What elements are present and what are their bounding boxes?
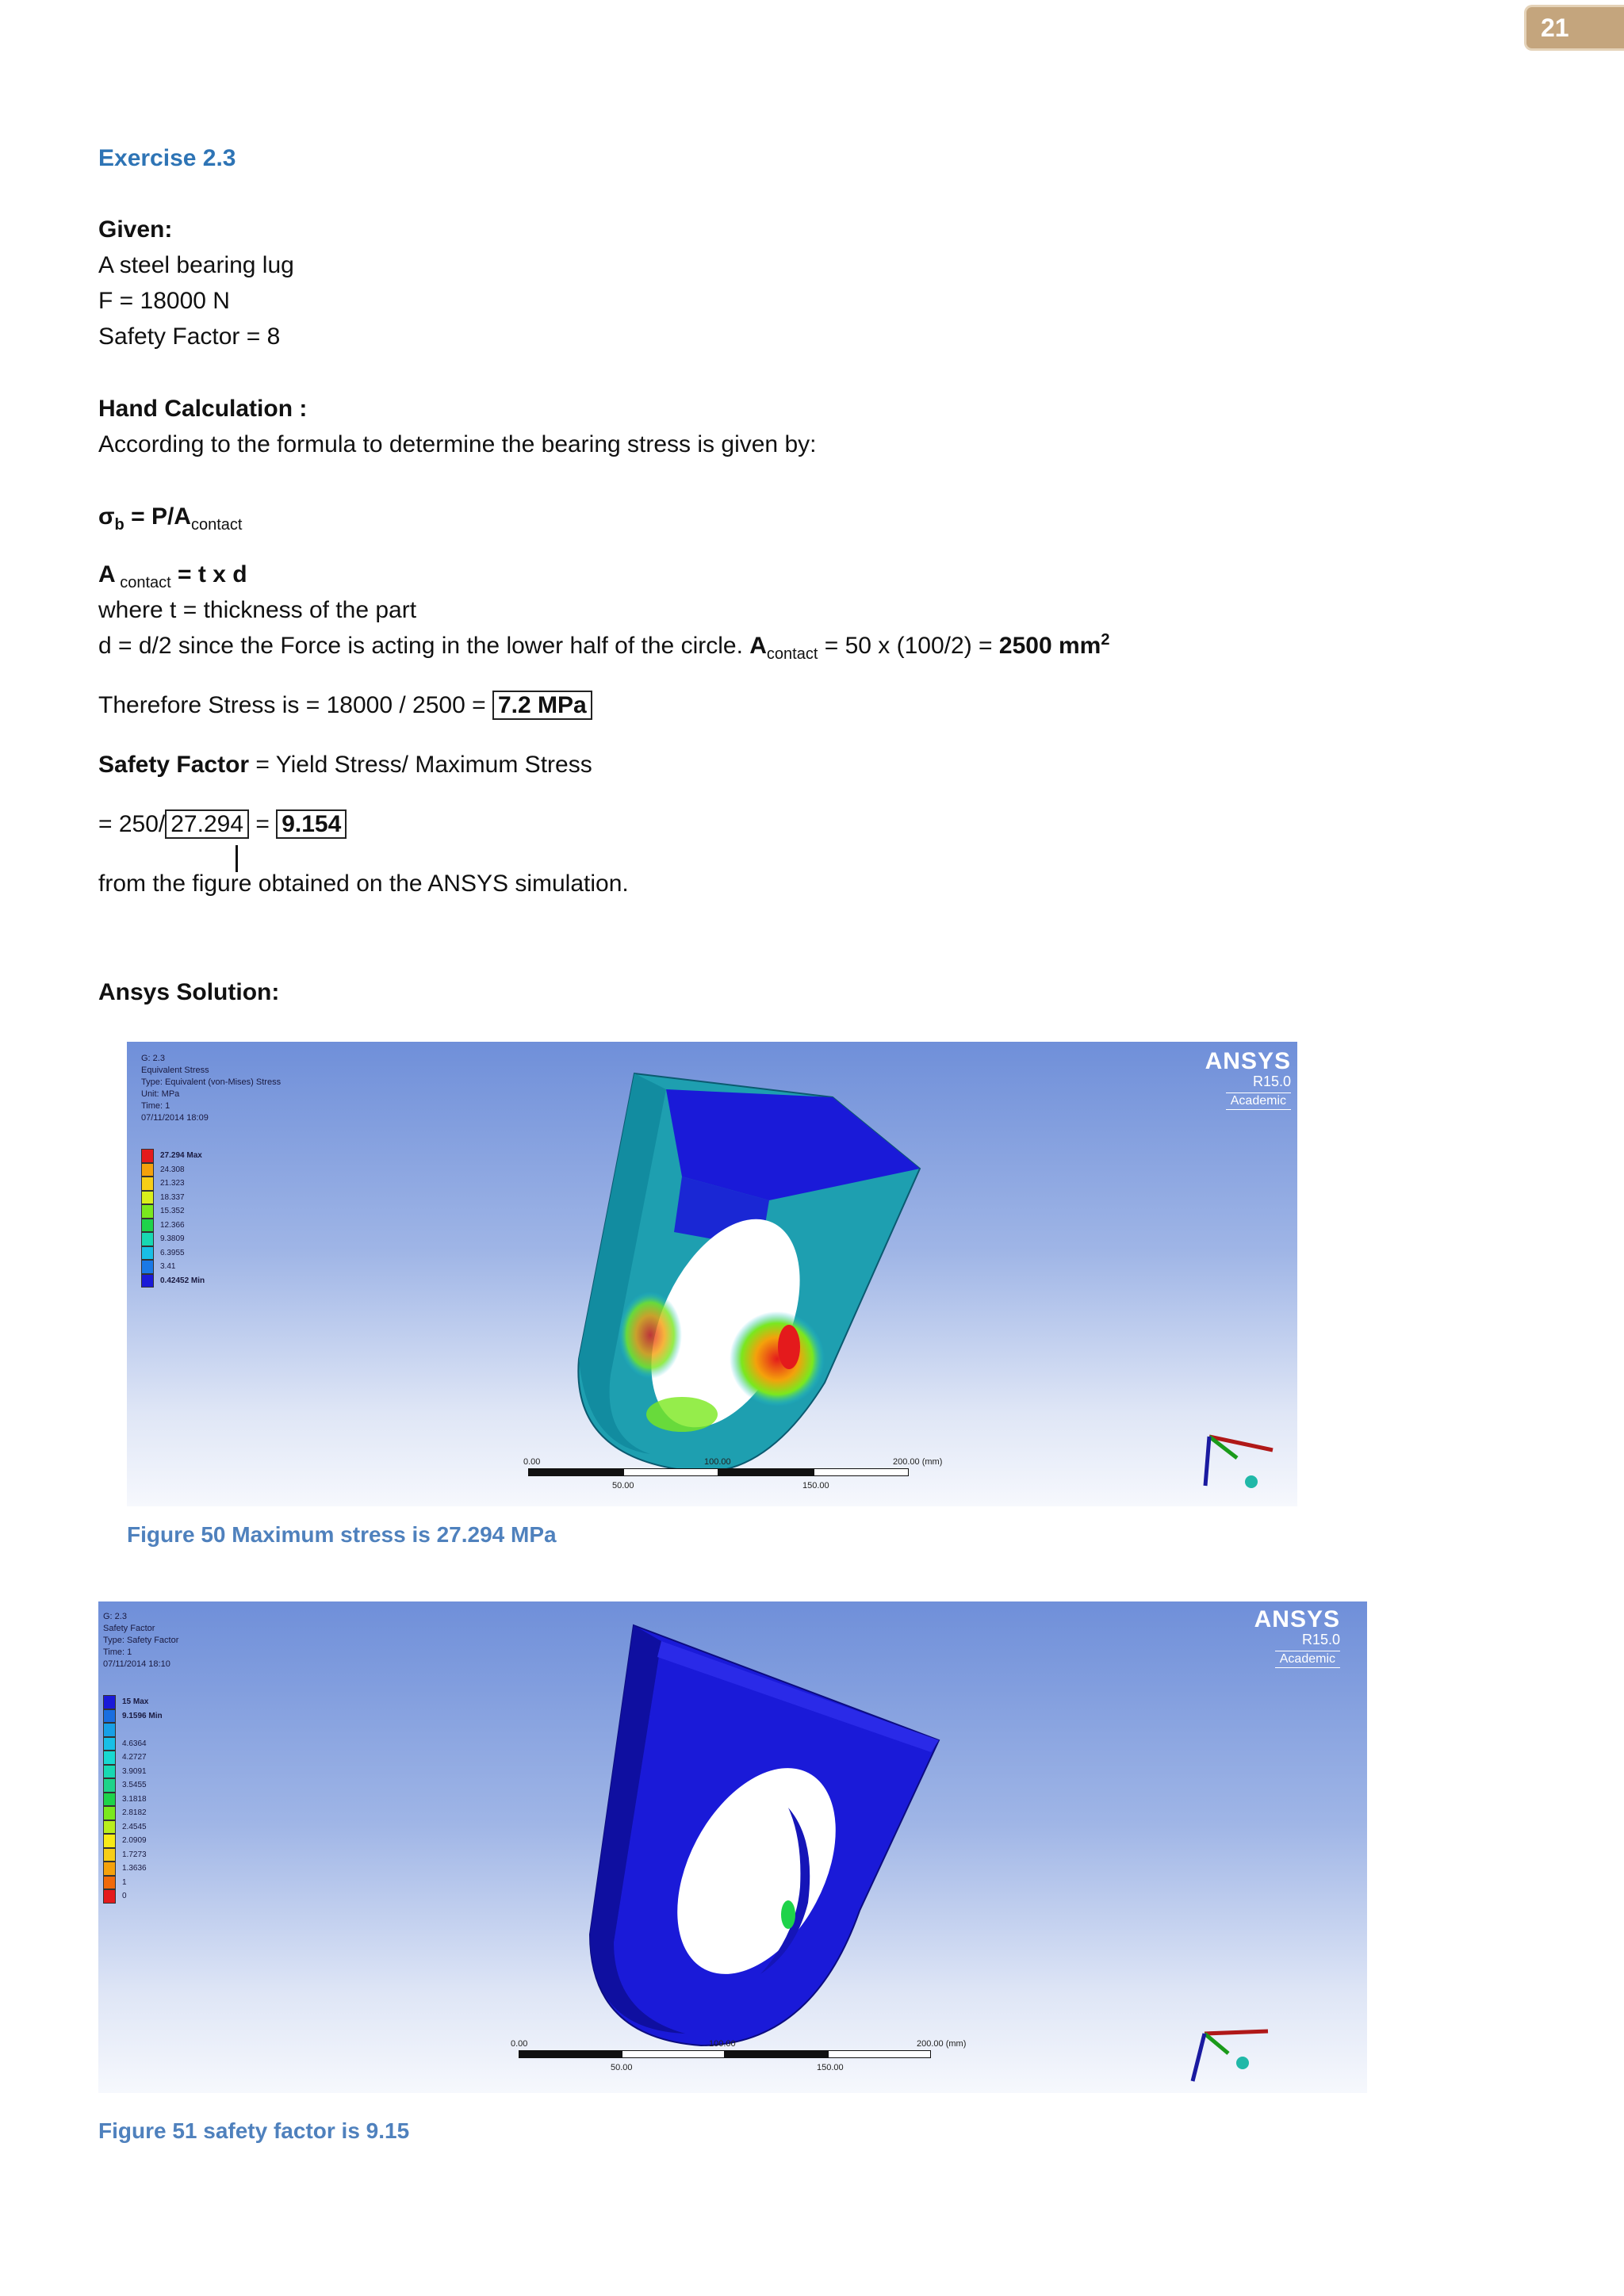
hand-calc-intro: According to the formula to determine the bearing stress is given by: [98,431,817,457]
from-figure-line: from the figure obtained on the ANSYS simulation. [98,871,629,897]
ansys-heading: Ansys Solution: [98,979,280,1005]
given-line: F = 18000 N [98,288,230,314]
contact-area-formula: A $_{contact}$ = t x d [98,561,247,591]
figure2-legend [103,1695,163,1904]
info-line: Type: Equivalent (von-Mises) Stress [141,1077,282,1087]
given-heading: Given: [98,216,173,243]
info-line: Safety Factor [103,1624,155,1633]
legend-item: 2.8182 [103,1806,163,1820]
legend-item: 9.3809 [141,1232,205,1246]
figure1-scale-bar: 0.00 100.00 200.00 (mm) 50.00 150.00 [523,1457,943,1490]
safety-factor-result: 9.154 [276,809,347,839]
page-number: 21 [1524,5,1624,51]
legend-item: 21.323 [141,1177,205,1191]
info-line: 07/11/2014 18:10 [103,1659,170,1669]
legend-item: 1 [103,1876,163,1890]
info-line: Unit: MPa [141,1089,180,1099]
legend-item: 4.2727 [103,1751,163,1765]
legend-item: 3.41 [141,1260,205,1274]
max-stress-value: 27.294 [165,809,249,839]
bearing-stress-formula: $\sigma_b = P/A_{contact}$ [98,503,243,534]
figure-equivalent-stress [127,1042,1297,1506]
legend-item: 3.5455 [103,1778,163,1793]
legend-item: 4.6364 [103,1737,163,1751]
figure1-caption: Figure 50 Maximum stress is 27.294 MPa [127,1522,557,1547]
given-line: A steel bearing lug [98,252,294,278]
hand-calc-heading: Hand Calculation : [98,396,308,422]
figure-safety-factor [98,1601,1367,2093]
exercise-title: Exercise 2.3 [98,145,236,171]
safety-factor-line: Safety Factor = Yield Stress/ Maximum Stress [98,752,592,778]
legend-item: 15.352 [141,1204,205,1219]
legend-item: 18.337 [141,1191,205,1205]
ansys-logo: ANSYS R15.0 Academic [1205,1050,1291,1110]
legend-item: 9.1596 Min [103,1709,163,1724]
legend-item: 24.308 [141,1163,205,1177]
info-line: G: 2.3 [141,1054,165,1063]
stress-result: 7.2 MPa [492,691,592,720]
legend-item [103,1723,163,1737]
ansys-logo: ANSYS R15.0 Academic [1254,1608,1340,1668]
info-line: Equivalent Stress [141,1066,209,1075]
stress-line: Therefore Stress is = 18000 / 2500 = 7.2 MPa [98,690,592,721]
info-line: G: 2.3 [103,1612,127,1621]
info-line: Time: 1 [141,1101,170,1111]
figure2-scale-bar: 0.00 100.00 200.00 (mm) 50.00 150.00 [511,2039,967,2072]
info-line: Time: 1 [103,1647,132,1657]
legend-item: 3.1818 [103,1793,163,1807]
safety-factor-calc: = 250/ 27.294 = 9.154 [98,809,347,840]
legend-item: 0.42452 Min [141,1274,205,1288]
legend-item: 6.3955 [141,1246,205,1261]
figure2-info [103,1611,178,1670]
where-t-line: where t = thickness of the part [98,597,417,623]
lug-safety-render [98,1601,1367,2093]
lug-stress-render [127,1042,1297,1506]
legend-item: 0 [103,1889,163,1904]
legend-item: 3.9091 [103,1765,163,1779]
legend-item: 15 Max [103,1695,163,1709]
legend-item: 2.0909 [103,1834,163,1848]
figure2-caption: Figure 51 safety factor is 9.15 [98,2118,410,2143]
legend-item: 27.294 Max [141,1149,205,1163]
figure1-info [141,1053,281,1124]
given-line: Safety Factor = 8 [98,323,281,350]
info-line: Type: Safety Factor [103,1636,179,1645]
legend-item: 2.4545 [103,1820,163,1835]
figure1-legend [141,1149,205,1288]
legend-item: 1.7273 [103,1848,163,1862]
info-line: 07/11/2014 18:09 [141,1113,209,1123]
legend-item: 12.366 [141,1219,205,1233]
d-line: d = d/2 since the Force is acting in the lower half of the circle. $A_{contact} = 50$ x (100/2) = 2500 $mm^2$ [98,631,1110,663]
legend-item: 1.3636 [103,1862,163,1876]
